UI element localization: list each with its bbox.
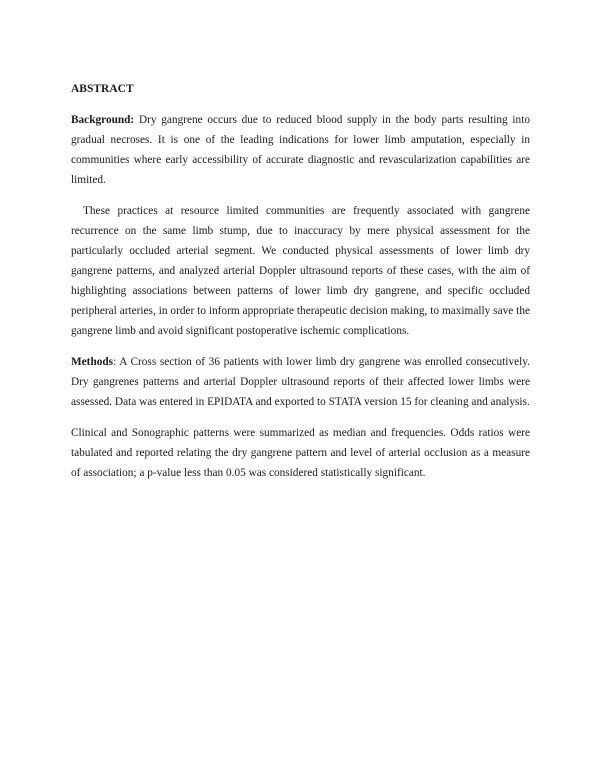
background-paragraph [71,110,530,190]
background-text: Dry gangrene occurs due to reduced blood supply in the body parts resulting into gradual necroses. It is one of the leading indications for lower limb amputation, especially in communities where early accessibility of accurate diagnostic and revascularization capabilities are limited. [71,114,530,186]
abstract-heading: ABSTRACT [71,83,134,95]
methods-text: : A Cross section of 36 patients with lower limb dry gangrene was enrolled consecutively. Dry gangrenes patterns and arterial Doppler ultrasound reports of their affected lower limbs were assessed. Data was entered in EPIDATA and exported to STATA version 15 for cleaning and analysis. [71,356,530,408]
document-page [71,81,530,494]
practices-paragraph: These practices at resource limited communities are frequently associated with gangrene recurrence on the same limb stump, due to inaccuracy by mere physical assessment for the particularly occluded arterial segment. We conducted physical assessments of lower limb dry gangrene patterns, and analyzed arterial Doppler ultrasound reports of these cases, with the aim of highlighting associations between patterns of lower limb dry gangrene, and specific occluded peripheral arteries, in order to inform appropriate therapeutic decision making, to maximally save the gangrene limb and avoid significant postoperative ischemic complications. [71,205,530,337]
methods-paragraph [71,352,530,412]
background-label: Background: [71,114,135,126]
methods-label: Methods [71,356,114,368]
analysis-paragraph: Clinical and Sonographic patterns were summarized as median and frequencies. Odds ratios were tabulated and reported relating the dry gangrene pattern and level of arterial occlusion as a measure of association; a p-value less than 0.05 was considered statistically significant. [71,427,530,479]
